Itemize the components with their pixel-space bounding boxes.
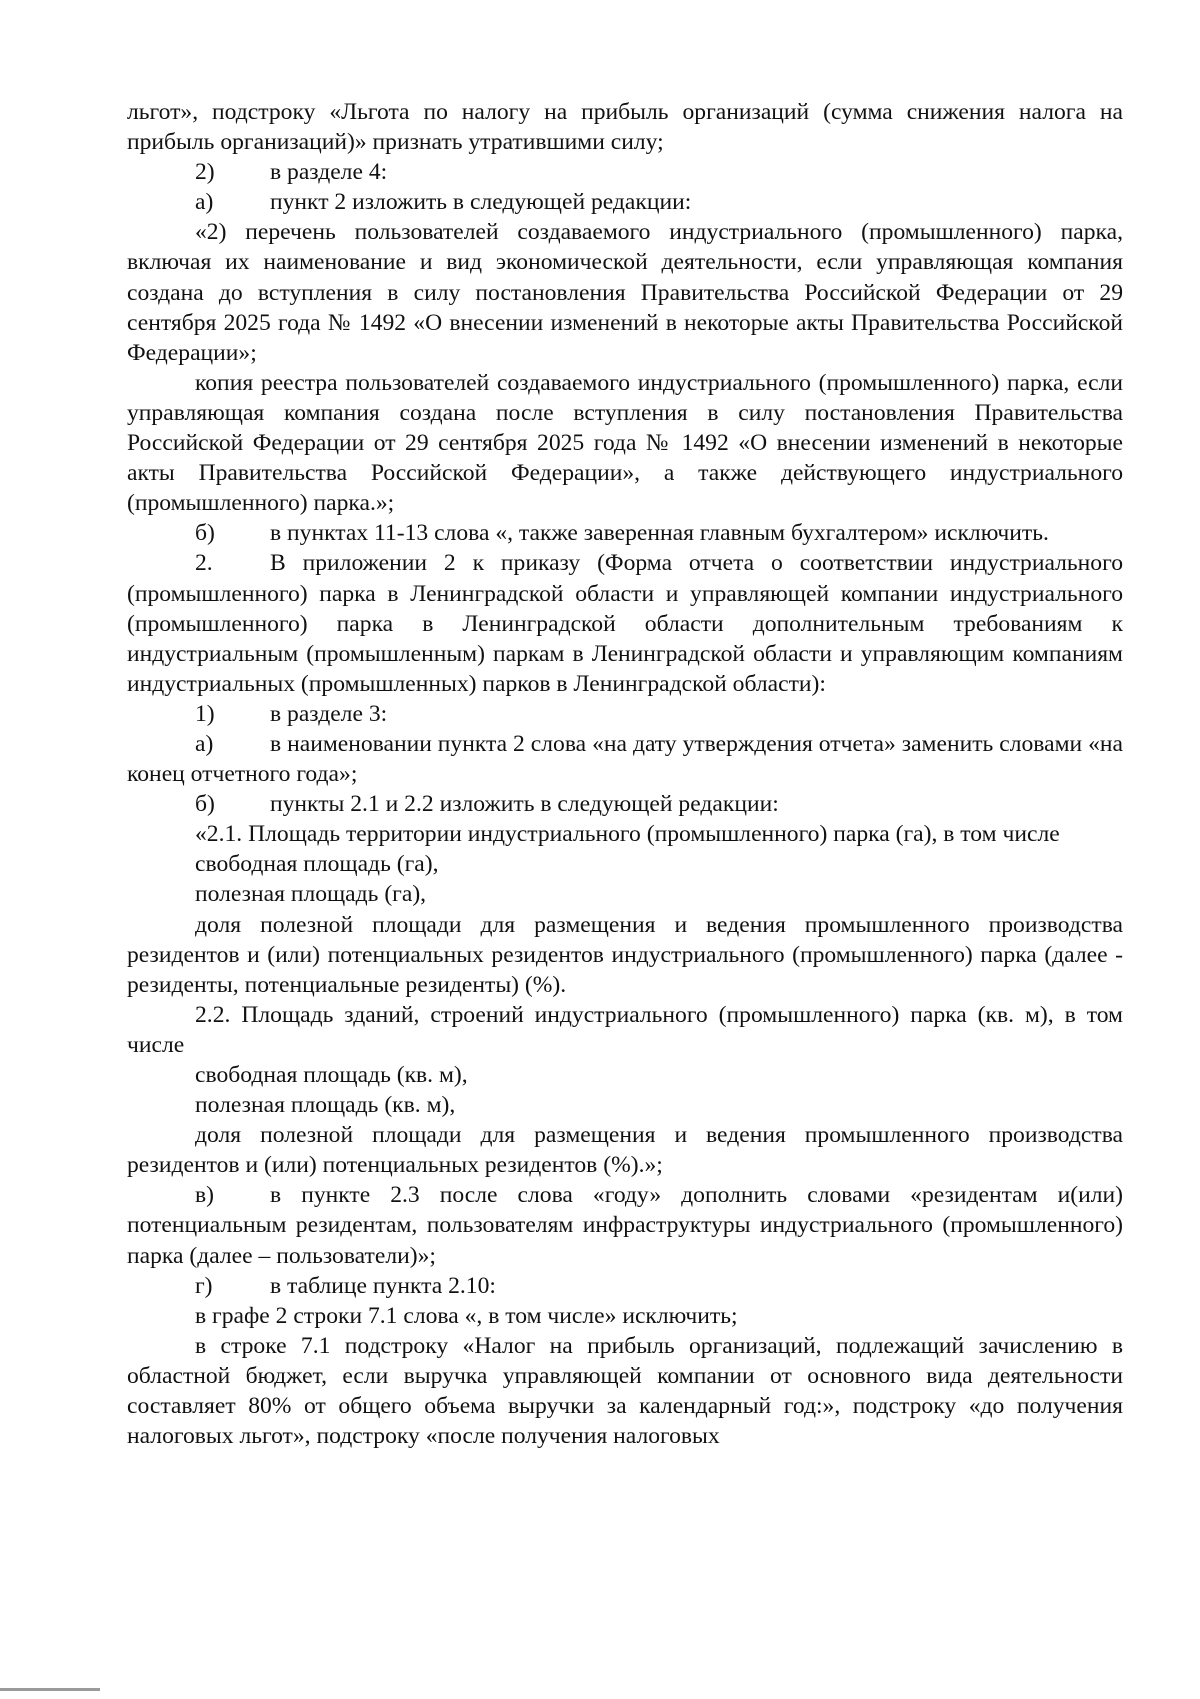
paragraph-free-area-sqm: свободная площадь (кв. м), [195,1062,468,1088]
paragraph-column-2: в графе 2 строки 7.1 слова «, в том числе» исключить; [195,1302,738,1329]
item-number: в) [195,1182,214,1209]
item-number: 2) [195,159,215,186]
scan-edge-line [0,1688,100,1691]
paragraph-item-b: б) в пунктах 11-13 слова «, также заверенная главным бухгалтером» исключить. [127,518,1123,548]
paragraph-useful-share: доля полезной площади для размещения и ведения промышленного производства резидентов и (или) потенциальных резидентов индустриального (промышленного) парка (далее - резиденты, потенциальные резиденты) (%). [127,911,1123,998]
item-number: б) [195,520,215,547]
paragraph-item-a: а) в наименовании пункта 2 слова «на дату утверждения отчета» заменить словами «на конец отчетного года»; [127,730,1123,788]
paragraph-item-1: 1) в разделе 3: [127,699,1123,729]
paragraph-point-2-1: «2.1. Площадь территории индустриального (промышленного) парка (га), в том числе [195,821,1060,848]
paragraph-useful-share-sqm: доля полезной площади для размещения и ведения промышленного производства резидентов и (или) потенциальных резидентов (%).»; [127,1122,1123,1179]
paragraph-continuation: льгот», подстроку «Льгота по налогу на прибыль организаций (сумма снижения налога на прибыль организаций)» признать утратившими силу; [127,99,1123,156]
item-number: а) [195,730,214,757]
paragraph-point-2-2: 2.2. Площадь зданий, строений индустриального (промышленного) парка (кв. м), в том числе [127,1001,1123,1058]
paragraph-item-g: г) в таблице пункта 2.10: [127,1271,1123,1301]
document-page [127,97,1123,1451]
paragraph-item-v: в) в пункте 2.3 после слова «году» дополнить словами «резидентам и(или) потенциальным резидентам, пользователям инфраструктуры индустриального (промышленного) парка (далее – пользователи)»; [127,1182,1123,1269]
paragraph-item-b: б) пункты 2.1 и 2.2 изложить в следующей редакции: [127,789,1123,819]
paragraph-useful-area: полезная площадь (га), [195,881,427,908]
item-number: 1) [195,700,215,727]
paragraph-quote-item-2: «2) перечень пользователей создаваемого индустриального (промышленного) парка, включая их наименование и вид экономической деятельности, если управляющая компания создана до вступления в силу постановления Правительства Российской Федерации от 29 сентября 2025 года № 1492 «О внесении изменений в некоторые акты Правительства Российской Федерации»; [127,219,1123,366]
paragraph-useful-area-sqm: полезная площадь (кв. м), [195,1092,456,1119]
paragraph-row-7-1: в строке 7.1 подстроку «Налог на прибыль организаций, подлежащий зачислению в областной бюджет, если выручка управляющей компании от основного вида деятельности составляет 80% от общего объема выручки за календарный год:», подстроку «до получения налоговых льгот», подстроку «после получения налоговых [127,1332,1123,1450]
item-number: б) [195,791,215,818]
paragraph-section-2: 2. В приложении 2 к приказу (Форма отчета о соответствии индустриального (промышленного) парка в Ленинградской области и управляющей компании индустриального (промышленного) парка в Ленинградской области дополнительным требованиям к индустриальным (промышленным) паркам в Ленинградской области и управляющим компаниям индустриальных (промышленных) парков в Ленинградской области): [127,550,1123,697]
paragraph-item-2: 2) в разделе 4: [127,157,1123,187]
paragraph-free-area: свободная площадь (га), [195,851,439,878]
paragraph-registry-copy: копия реестра пользователей создаваемого индустриального (промышленного) парка, если управляющая компания создана после вступления в силу постановления Правительства Российской Федерации от 29 сентября 2025 года № 1492 «О внесении изменений в некоторые акты Правительства Российской Федерации», а также действующего индустриального (промышленного) парка.»; [127,369,1123,517]
item-number: а) [195,189,214,216]
paragraph-item-a: а) пункт 2 изложить в следующей редакции: [127,187,1123,217]
item-number: г) [195,1272,213,1299]
item-number: 2. [195,550,213,577]
